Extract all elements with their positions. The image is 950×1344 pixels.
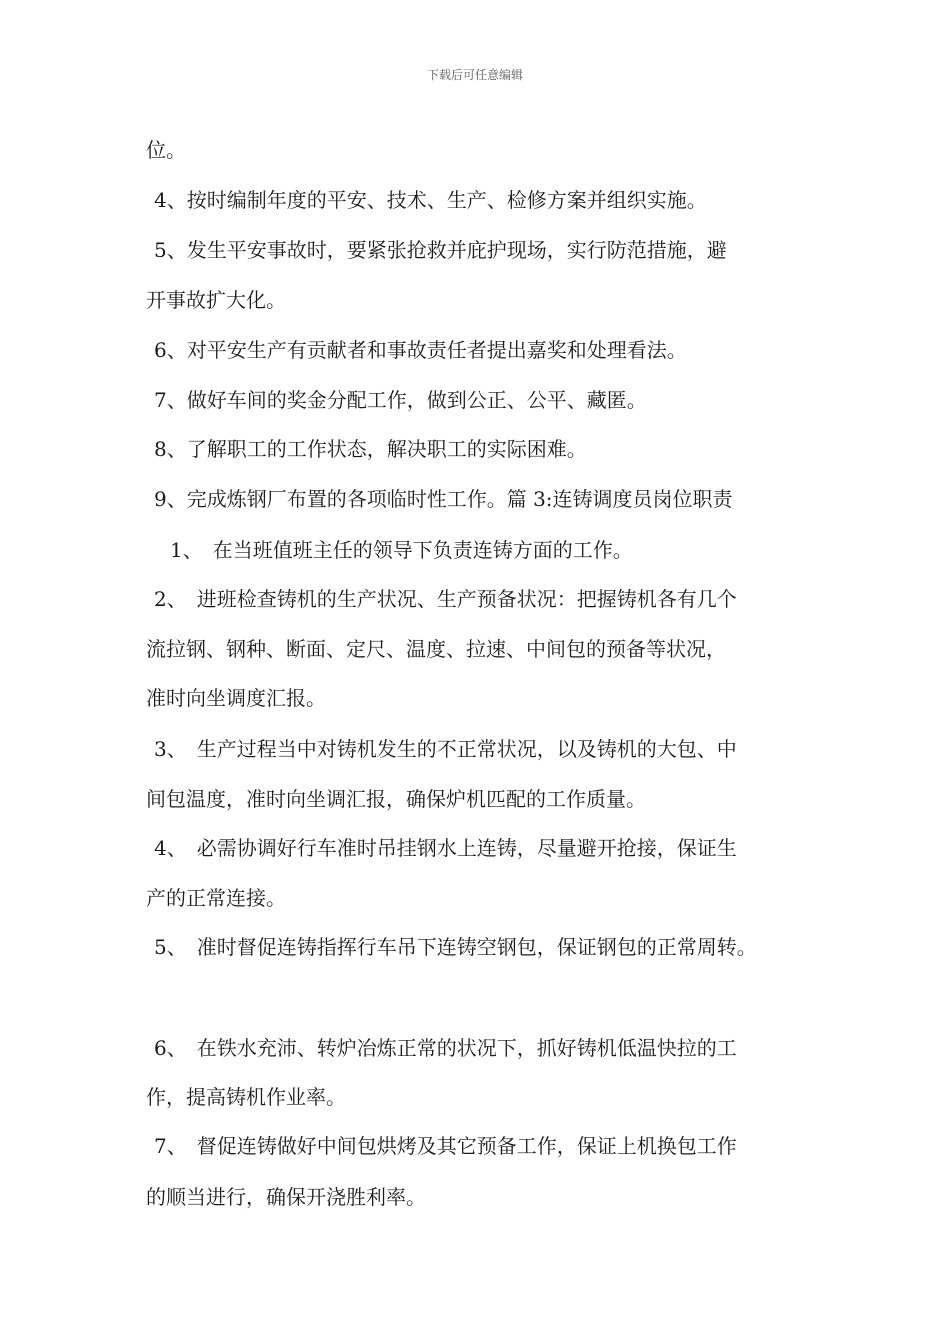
paragraph-line: 6、对平安生产有贡献者和事故责任者提出嘉奖和处理看法。 xyxy=(154,338,687,362)
paragraph-line: 4、按时编制年度的平安、技术、生产、检修方案并组织实施。 xyxy=(154,188,707,212)
paragraph-line: 准时向坐调度汇报。 xyxy=(146,686,326,710)
paragraph-line: 产的正常连接。 xyxy=(146,886,286,910)
paragraph-line: 4、 必需协调好行车准时吊挂钢水上连铸，尽量避开抢接，保证生 xyxy=(154,836,737,860)
paragraph-line: 8、了解职工的工作状态，解决职工的实际困难。 xyxy=(154,437,587,461)
page-header: 下载后可任意编辑 xyxy=(426,68,523,82)
paragraph-line: 流拉钢、钢种、断面、定尺、温度、拉速、中间包的预备等状况， xyxy=(146,637,726,661)
paragraph-line: 开事故扩大化。 xyxy=(146,288,286,312)
paragraph-line: 位。 xyxy=(146,138,186,162)
paragraph-line: 5、 准时督促连铸指挥行车吊下连铸空钢包，保证钢包的正常周转。 xyxy=(154,935,757,959)
paragraph-line: 间包温度，准时向坐调汇报，确保炉机匹配的工作质量。 xyxy=(146,787,646,811)
paragraph-line: 6、 在铁水充沛、转炉冶炼正常的状况下，抓好铸机低温快拉的工 xyxy=(154,1036,737,1060)
paragraph-line: 7、做好车间的奖金分配工作，做到公正、公平、藏匿。 xyxy=(154,388,647,412)
paragraph-line: 作，提高铸机作业率。 xyxy=(146,1085,346,1109)
paragraph-line: 9、完成炼钢厂布置的各项临时性工作。篇 3:连铸调度员岗位职责 xyxy=(154,487,733,511)
paragraph-line: 2、 进班检查铸机的生产状况、生产预备状况：把握铸机各有几个 xyxy=(154,587,737,611)
paragraph-line: 1、 在当班值班主任的领导下负责连铸方面的工作。 xyxy=(170,538,633,562)
paragraph-line: 3、 生产过程当中对铸机发生的不正常状况，以及铸机的大包、中 xyxy=(154,737,737,761)
paragraph-line: 的顺当进行，确保开浇胜利率。 xyxy=(146,1185,426,1209)
paragraph-line: 7、 督促连铸做好中间包烘烤及其它预备工作，保证上机换包工作 xyxy=(154,1134,737,1158)
paragraph-line: 5、发生平安事故时，要紧张抢救并庇护现场，实行防范措施，避 xyxy=(154,238,727,262)
